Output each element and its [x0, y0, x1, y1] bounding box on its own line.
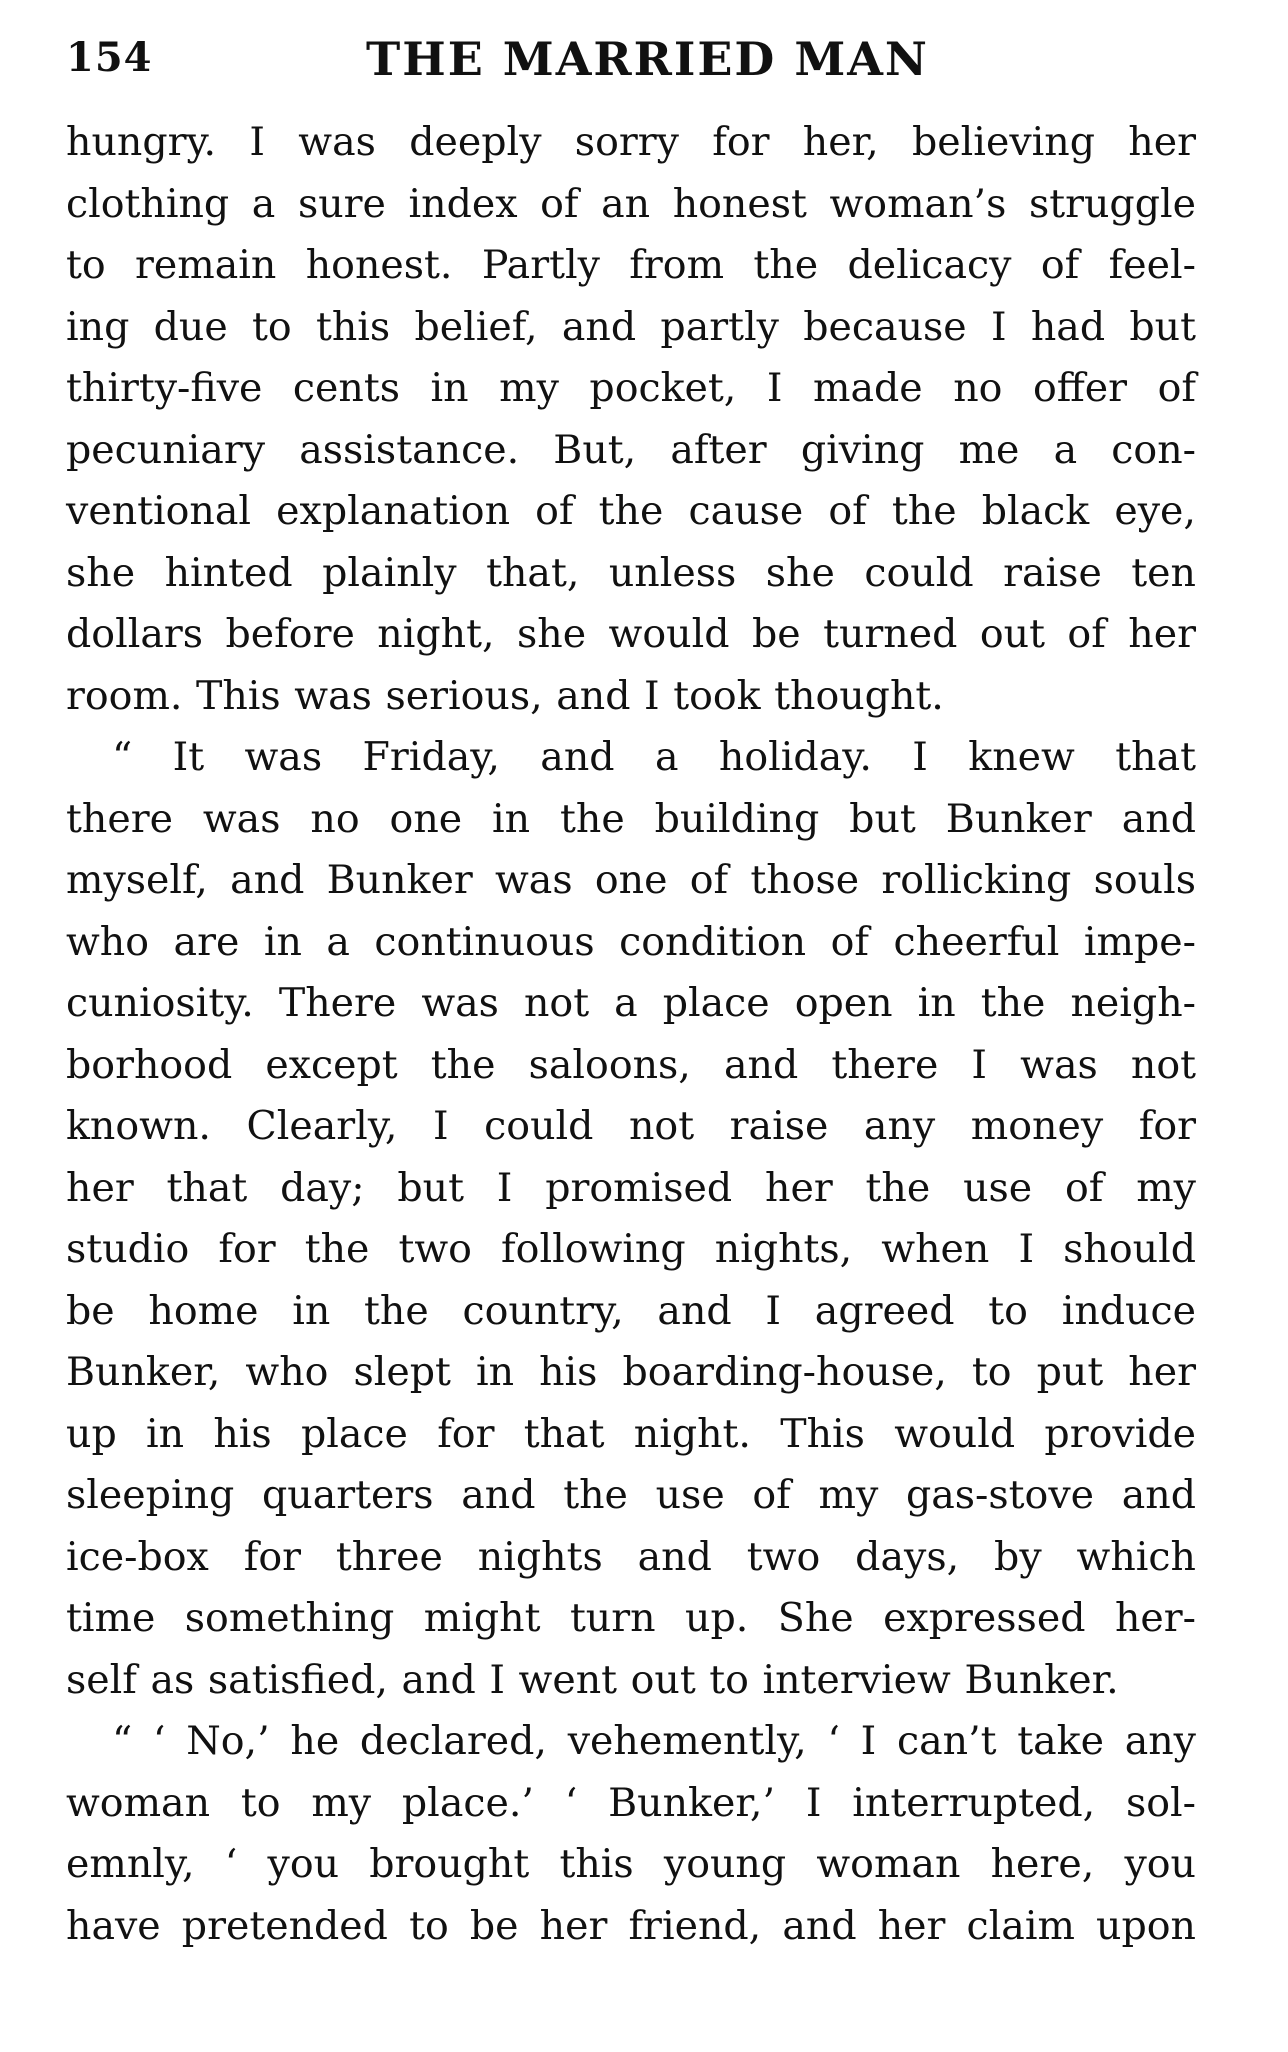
- text-line: her that day; but I promised her the use of my: [66, 1164, 1196, 1211]
- text-line: have pretended to be her friend, and her claim upon: [66, 1902, 1196, 1949]
- text-line: self as satisfied, and I went out to interview Bunker.: [66, 1656, 1119, 1703]
- text-line: be home in the country, and I agreed to induce: [66, 1287, 1196, 1334]
- text-line: time something might turn up. She expressed her-: [66, 1595, 1196, 1641]
- text-line: ing due to this belief, and partly because I had but: [66, 303, 1196, 350]
- text-line: borhood except the saloons, and there I was not: [66, 1041, 1196, 1088]
- paragraph: [66, 112, 1196, 727]
- text-line: “ It was Friday, and a holiday. I knew that: [112, 734, 1196, 780]
- text-line: emnly, ‘ you brought this young woman here, you: [66, 1841, 1196, 1887]
- paragraph: [66, 1711, 1196, 1957]
- text-line: known. Clearly, I could not raise any money for: [66, 1103, 1196, 1149]
- text-line: thirty-five cents in my pocket, I made no offer of: [66, 365, 1196, 411]
- running-title: THE MARRIED MAN: [366, 32, 929, 86]
- text-line: dollars before night, she would be turned out of her: [66, 611, 1196, 657]
- text-line: hungry. I was deeply sorry for her, believing her: [66, 119, 1196, 165]
- text-line: ice-box for three nights and two days, by which: [66, 1533, 1196, 1580]
- text-line: she hinted plainly that, unless she could raise ten: [66, 549, 1196, 596]
- text-line: up in his place for that night. This would provide: [66, 1410, 1196, 1457]
- text-line: cuniosity. There was not a place open in the neigh-: [66, 980, 1196, 1026]
- text-line: ventional explanation of the cause of the black eye,: [66, 488, 1196, 534]
- text-line: myself, and Bunker was one of those rollicking souls: [66, 857, 1196, 903]
- text-line: Bunker, who slept in his boarding-house, to put her: [66, 1349, 1196, 1395]
- running-head: [66, 24, 1196, 100]
- text-line: “ ‘ No,’ he declared, vehemently, ‘ I can’t take any: [112, 1718, 1196, 1764]
- text-line: clothing a sure index of an honest woman’s struggle: [66, 180, 1196, 227]
- page-number: 154: [66, 34, 153, 81]
- text-line: there was no one in the building but Bunker and: [66, 795, 1196, 842]
- text-line: pecuniary assistance. But, after giving me a con-: [66, 426, 1196, 473]
- book-page: [66, 24, 1196, 1957]
- text-line: sleeping quarters and the use of my gas-stove and: [66, 1472, 1196, 1518]
- text-body: [66, 112, 1196, 1957]
- text-line: studio for the two following nights, when I should: [66, 1226, 1196, 1272]
- paragraph: [66, 727, 1196, 1711]
- text-line: room. This was serious, and I took thought.: [66, 672, 944, 719]
- text-line: woman to my place.’ ‘ Bunker,’ I interrupted, sol-: [66, 1779, 1196, 1826]
- text-line: who are in a continuous condition of cheerful impe-: [66, 918, 1196, 965]
- text-line: to remain honest. Partly from the delicacy of feel-: [66, 242, 1196, 288]
